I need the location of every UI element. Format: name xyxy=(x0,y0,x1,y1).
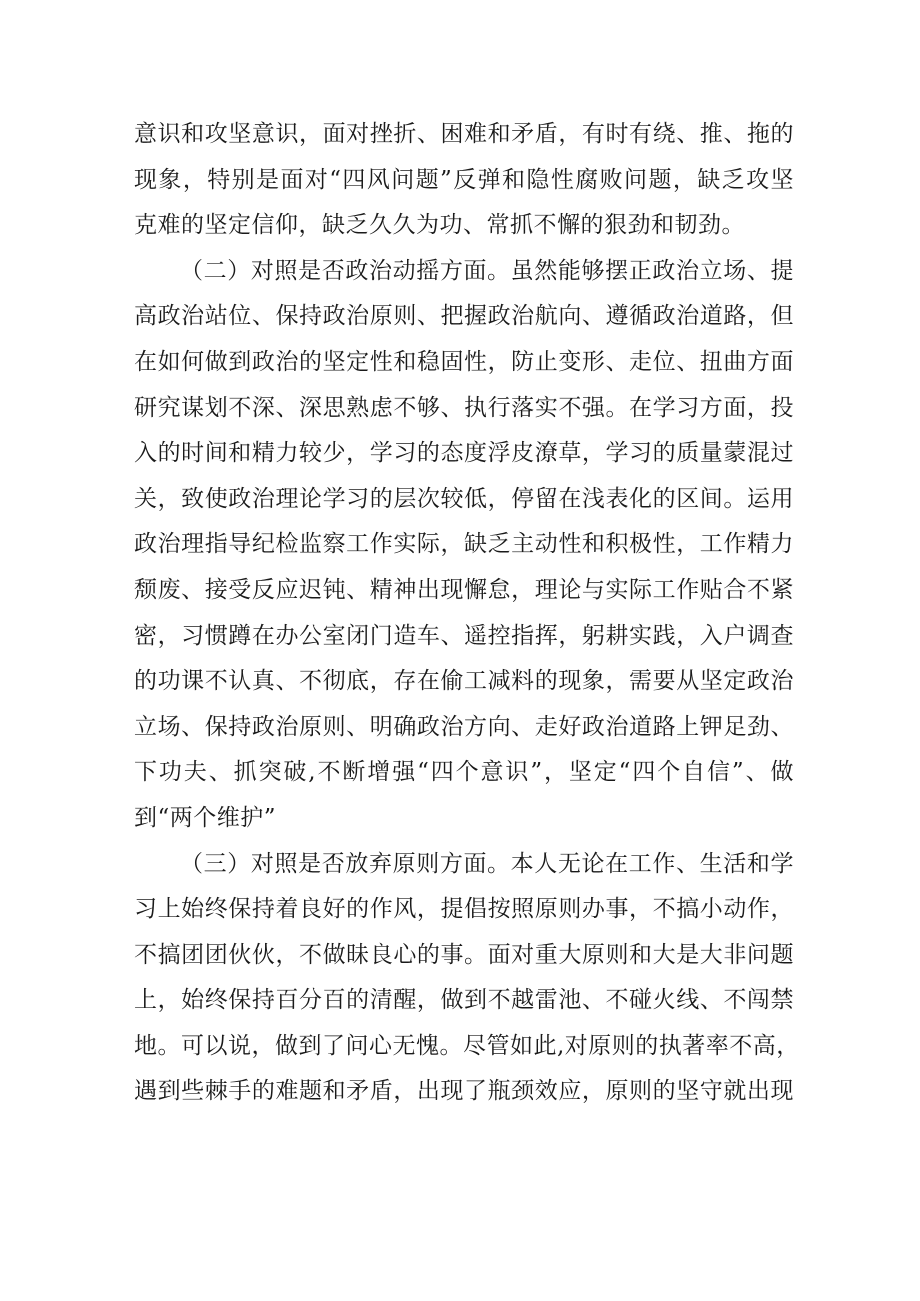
paragraph-2-line-6: 关，致使政治理论学习的层次较低，停留在浅表化的区间。运用 xyxy=(134,485,794,512)
paragraph-2-line-8: 颓废、接受反应迟钝、精神出现懈怠，理论与实际工作贴合不紧 xyxy=(134,576,794,603)
paragraph-3-line-1: （三）对照是否放弃原则方面。本人无论在工作、生活和学 xyxy=(180,850,794,877)
paragraph-2-line-11: 立场、保持政治原则、明确政治方向、走好政治道路上钾足劲、 xyxy=(134,713,794,740)
document-body xyxy=(134,112,800,1115)
paragraph-2-line-1: （二）对照是否政治动摇方面。虽然能够摆正政治立场、提 xyxy=(180,257,794,284)
paragraph-2-line-12: 下功夫、抓突破,不断增强“四个意识”，坚定“四个自信”、做 xyxy=(134,759,794,786)
paragraph-1-line-1: 意识和攻坚意识，面对挫折、困难和矛盾，有时有绕、推、拖的 xyxy=(134,121,794,147)
paragraph-3-line-6: 遇到些棘手的难题和矛盾，出现了瓶颈效应，原则的坚守就出现 xyxy=(134,1078,794,1105)
paragraph-2-line-7: 政治理指导纪检监察工作实际，缺乏主动性和积极性，工作精力 xyxy=(134,531,794,558)
paragraph-2-line-10: 的功课不认真、不彻底，存在偷工减料的现象，需要从坚定政治 xyxy=(134,668,794,695)
paragraph-3-line-3: 不搞团团伙伙，不做昧良心的事。面对重大原则和大是大非问题 xyxy=(134,941,794,968)
paragraph-3-line-5: 地。可以说，做到了问心无愧。尽管如此,对原则的执著率不高， xyxy=(134,1032,800,1059)
paragraph-2-line-2: 高政治站位、保持政治原则、把握政治航向、遵循政治道路，但 xyxy=(134,303,794,330)
paragraph-3 xyxy=(134,842,800,1116)
paragraph-2-line-5: 入的时间和精力较少，学习的态度浮皮潦草，学习的质量蒙混过 xyxy=(134,440,794,467)
paragraph-2-line-3: 在如何做到政治的坚定性和稳固性，防止变形、走位、扭曲方面 xyxy=(134,348,794,375)
paragraph-2-line-13: 到“两个维护” xyxy=(134,804,277,831)
paragraph-2 xyxy=(134,249,794,842)
paragraph-3-line-2: 习上始终保持着良好的作风，提倡按照原则办事，不搞小动作， xyxy=(134,896,794,923)
paragraph-1-line-3: 克难的坚定信仰，缺乏久久为功、常抓不懈的狠劲和韧劲。 xyxy=(134,212,745,239)
paragraph-2-line-4: 研究谋划不深、深思熟虑不够、执行落实不强。在学习方面，投 xyxy=(134,394,794,421)
paragraph-1-line-2: 现象，特别是面对“四风问题”反弹和隐性腐败问题，缺乏攻坚 xyxy=(134,166,794,193)
paragraph-2-line-9: 密，习惯蹲在办公室闭门造车、遥控指挥，躬耕实践，入户调查 xyxy=(134,622,794,649)
paragraph-1 xyxy=(134,112,794,249)
paragraph-3-line-4: 上，始终保持百分百的清醒，做到不越雷池、不碰火线、不闯禁 xyxy=(134,987,794,1014)
